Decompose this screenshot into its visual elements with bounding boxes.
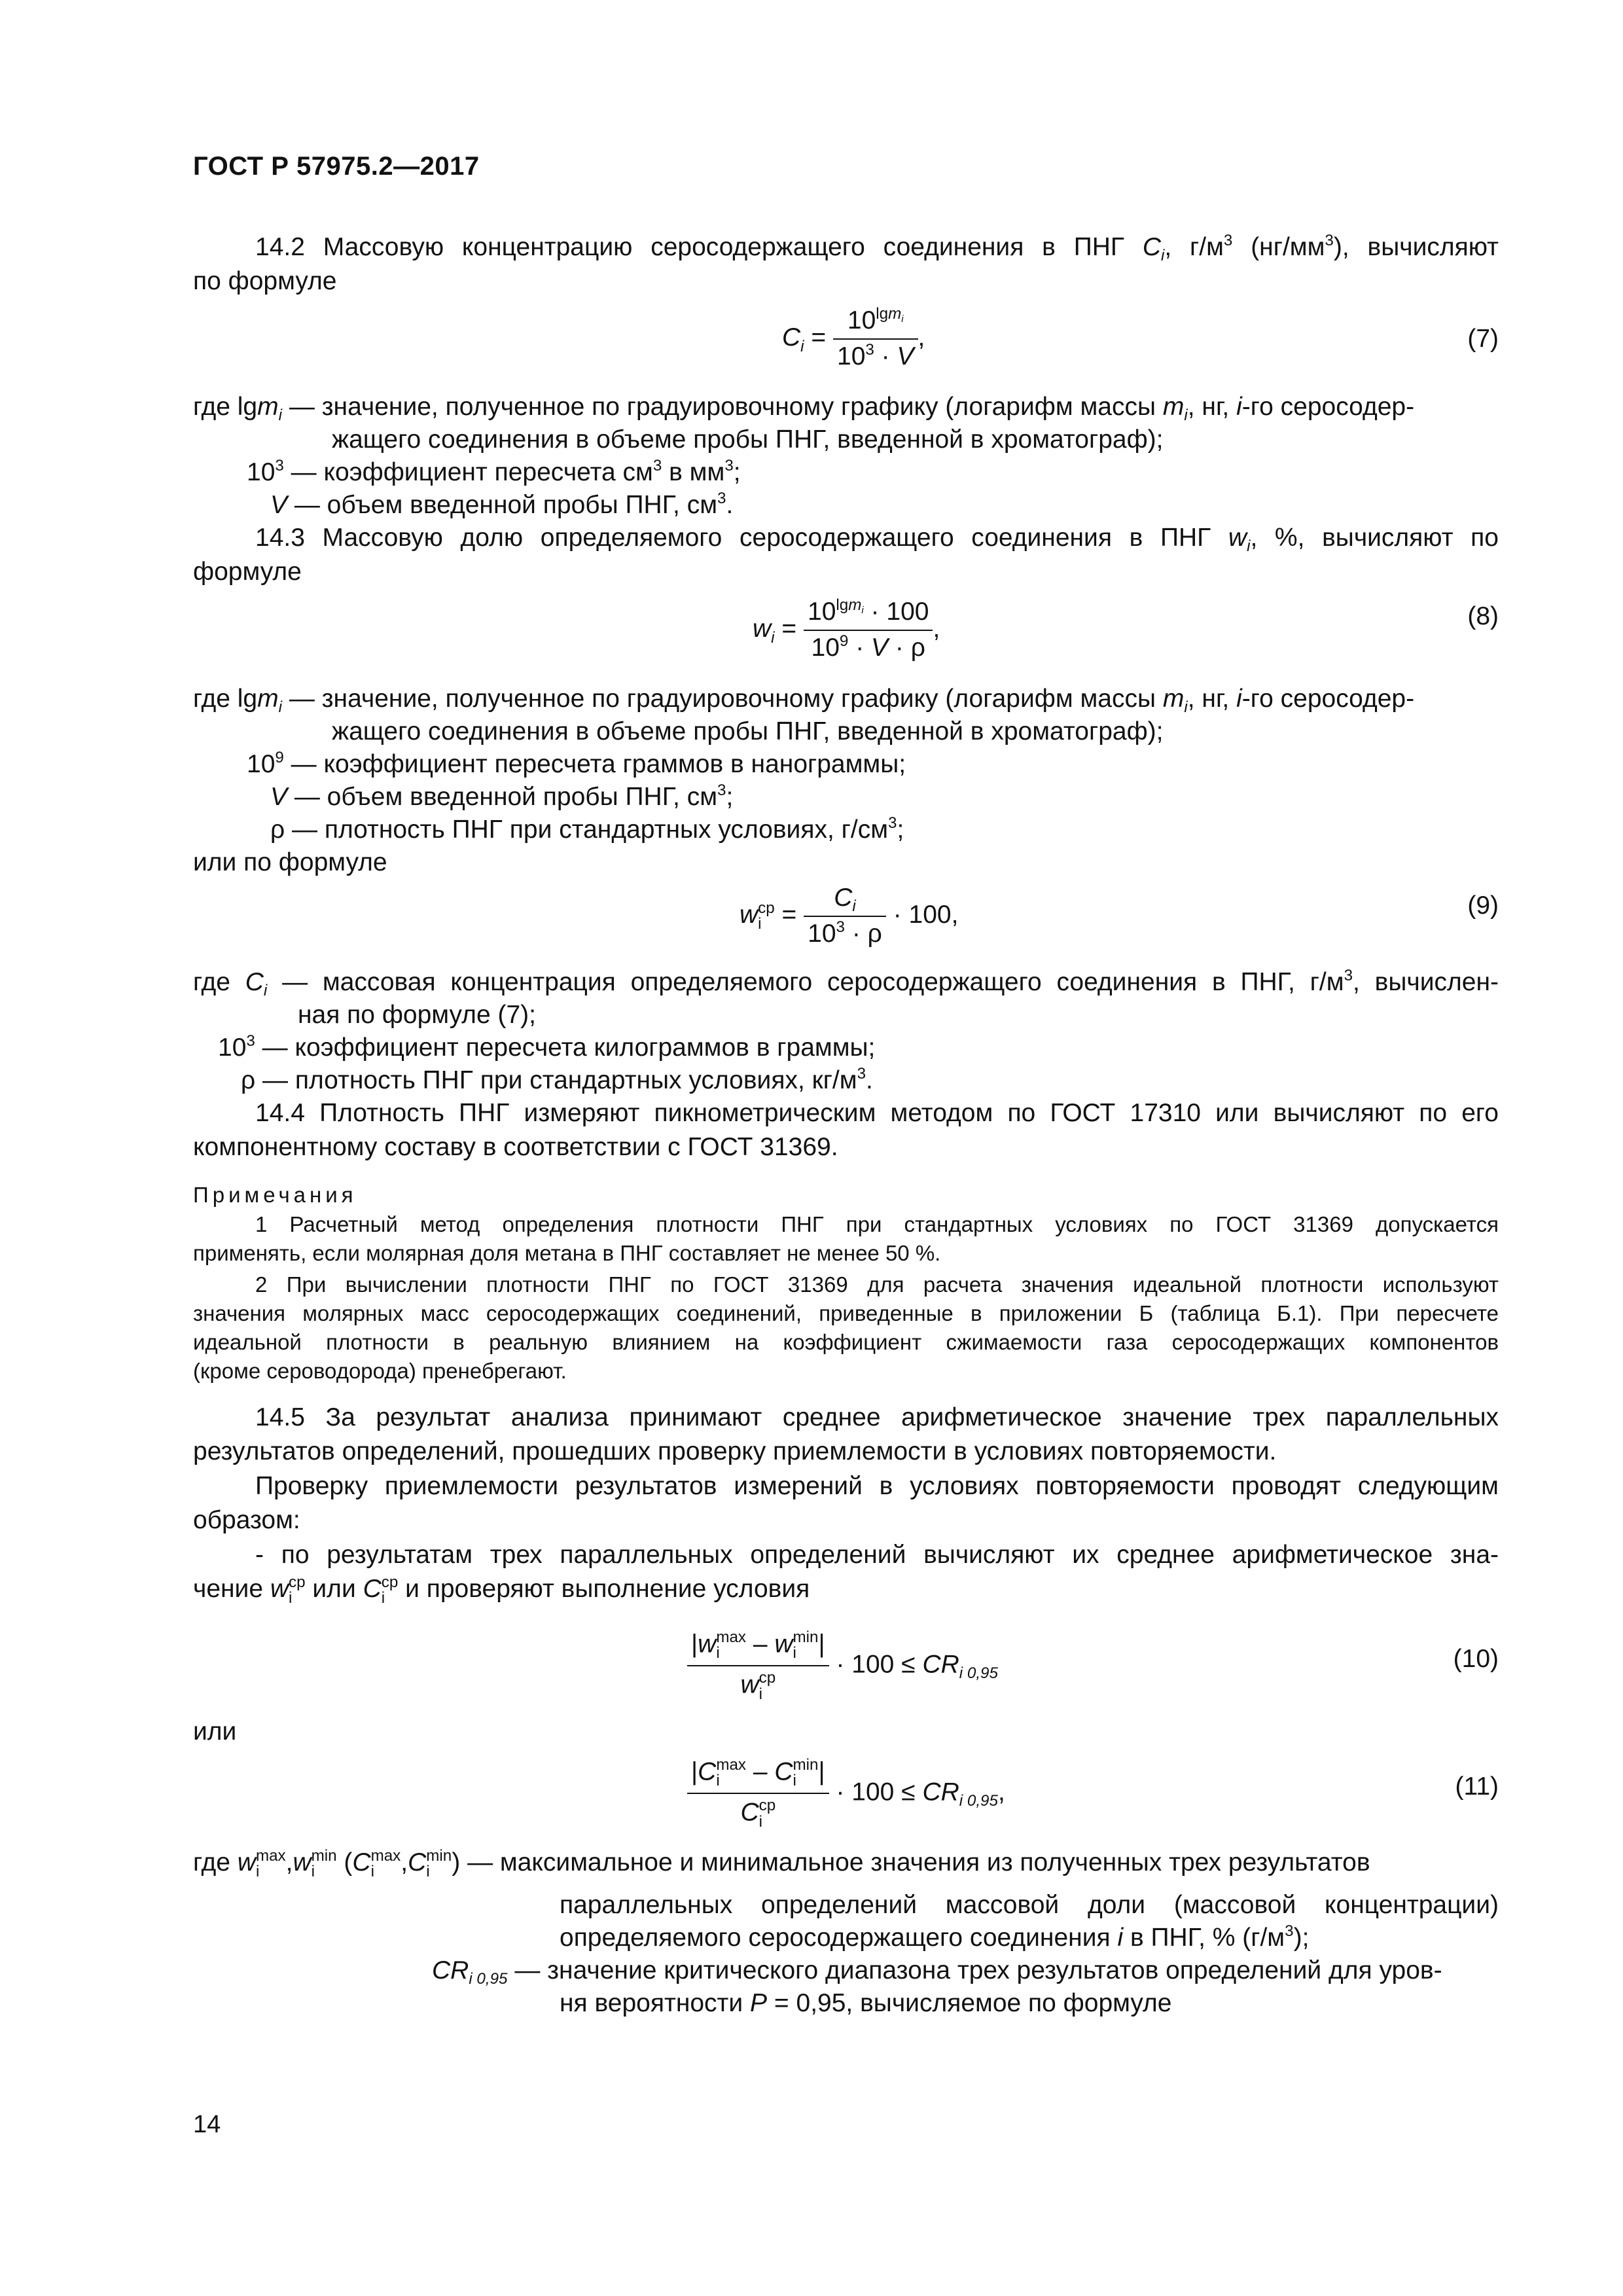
equation-11-number: (11)	[1455, 1772, 1499, 1801]
paragraph-14-5-line2: результатов определений, прошедших проверку приемлемости в условиях повторяемости.	[193, 1437, 1277, 1465]
paragraph-14-5: 14.5 За результат анализа принимают среднее арифметическое значение трех параллельных	[255, 1403, 1499, 1431]
definition-11-maxmin-line2: параллельных определений массовой доли (массовой концентрации)	[560, 1891, 1499, 1919]
notes-title: Примечания	[193, 1183, 357, 1207]
definition-9-concentration-line2: ная по формуле (7);	[298, 1001, 536, 1029]
or-word: или	[193, 1717, 237, 1746]
paragraph-check: Проверку приемлемости результатов измерений в условиях повторяемости проводят следующим	[255, 1472, 1499, 1500]
note-2-line3: идеальной плотности в реальную влиянием на коэффициент сжимаемости газа серосодержащих компонентов	[193, 1330, 1499, 1354]
note-1-line2: применять, если молярная доля метана в ПНГ составляет не менее 50 %.	[193, 1241, 941, 1265]
equation-11: |C max i – C min i | C ср i · $100 \le CR_{i 0,95}$,	[687, 1757, 1005, 1830]
paragraph-14-3: 14.3 Массовую долю определяемого серосодержащего соединения в ПНГ $w_i$, %, вычисляют по	[255, 524, 1499, 556]
note-2: 2 При вычислении плотности ПНГ по ГОСТ 31369 для расчета значения идеальной плотности используют	[255, 1272, 1499, 1297]
note-2-line4: (кроме сероводорода) пренебрегают.	[193, 1359, 567, 1383]
definition-8-density: ρ — плотность ПНГ при стандартных условиях, $г/см^3$;	[270, 814, 904, 844]
page-number: 14	[193, 2111, 221, 2138]
note-1: 1 Расчетный метод определения плотности ПНГ при стандартных условиях по ГОСТ 31369 допускается	[255, 1212, 1499, 1236]
paragraph-check-line2: образом:	[193, 1506, 300, 1534]
definition-9-coef: $10^3$ — коэффициент пересчета килограммов в граммы;	[218, 1032, 876, 1062]
definition-8-volume: V — объем введенной пробы ПНГ, $см^3$;	[270, 781, 734, 811]
document-header: ГОСТ Р 57975.2—2017	[193, 152, 480, 181]
equation-7-fraction: $\frac{10^{lgm_i}}{10^3 \cdot V}$	[833, 308, 918, 370]
definition-11-maxmin-line3: определяемого серосодержащего соединения i в ПНГ, % $(г/м^3)$;	[560, 1922, 1310, 1952]
paragraph-14-2: 14.2 Массовую концентрацию серосодержащего соединения в ПНГ $C_i$, $г/м^3$ $(нг/мм^3)$, вычисляют	[255, 232, 1499, 265]
definition-7-lgm-line2: жащего соединения в объеме пробы ПНГ, введенной в хроматограф);	[332, 425, 1164, 454]
equation-11-fraction: |C max i – C min i | C ср i	[687, 1757, 829, 1830]
definition-9-concentration: где $C_i$ — массовая концентрация определяемого серосодержащего соединения в ПНГ, $г/м^3$, вычислен-	[193, 967, 1499, 1000]
equation-8-number: (8)	[1467, 602, 1499, 630]
bullet-item-line2: чение w ср i или C ср i и проверяют выполнение условия	[193, 1573, 810, 1607]
paragraph-14-4: 14.4 Плотность ПНГ измеряют пикнометрическим методом по ГОСТ 17310 или вычисляют по его	[255, 1099, 1499, 1127]
paragraph-14-2-line2: по формуле	[193, 267, 337, 295]
equation-10-number: (10)	[1453, 1645, 1499, 1673]
definition-8-lgm-line2: жащего соединения в объеме пробы ПНГ, введенной в хроматограф);	[332, 717, 1164, 745]
equation-8-fraction: $\frac{10^{lgm_i} \cdot 100}{10^9 \cdot V \cdot \rho}$	[804, 599, 933, 662]
definition-8-coef: $10^9$ — коэффициент пересчета граммов в нанограммы;	[247, 749, 906, 778]
or-formula-text: или по формуле	[193, 848, 387, 876]
definition-11-maxmin: где w max i ,w min i (C max i ,C min i ) — максимальное и минимальное значения из полученных трех результатов	[193, 1846, 1370, 1880]
equation-7-number: (7)	[1467, 325, 1499, 353]
equation-10: |w max i – w min i | w ср i · $100 \le CR_{i 0,95}$	[687, 1630, 998, 1702]
equation-9-fraction: $\frac{C_i}{10^3 \cdot \rho}$	[804, 885, 886, 948]
definition-7-volume: V — объем введенной пробы ПНГ, $см^3$.	[270, 490, 734, 519]
equation-10-fraction: |w max i – w min i | w ср i	[687, 1630, 829, 1702]
equation-9-number: (9)	[1467, 891, 1499, 920]
definition-11-cr: $CR_{i 0,95}$ — значение критического диапазона трех результатов определений для уров-	[432, 1956, 1442, 1988]
equation-9: w ср i = $\frac{C_i}{10^3 \cdot \rho}$ · 100,	[740, 884, 959, 948]
paragraph-14-4-line2: компонентному составу в соответствии с ГОСТ 31369.	[193, 1133, 838, 1161]
definition-7-lgm: где lgm$_i$ — значение, полученное по градуировочному графику (логарифм массы $m_i$, нг, i-го серосодер-	[193, 393, 1415, 425]
paragraph-14-3-line2: формуле	[193, 558, 302, 586]
equation-8: $w_i$ = $\frac{10^{lgm_i} \cdot 100}{10^9 \cdot V \cdot \rho}$ ,	[753, 596, 940, 662]
definition-11-cr-line2: ня вероятности P = 0,95, вычисляемое по формуле	[560, 1989, 1172, 2017]
note-2-line2: значения молярных масс серосодержащих соединений, приведенные в приложении Б (таблица Б.1). При пересчете	[193, 1301, 1499, 1325]
bullet-item: - по результатам трех параллельных определений вычисляют их среднее арифметическое зна-	[255, 1541, 1499, 1569]
definition-9-density: ρ — плотность ПНГ при стандартных условиях, $кг/м^3$.	[241, 1065, 873, 1094]
definition-7-coef: $10^3$ — коэффициент пересчета $см^3$ в $мм^3$;	[247, 457, 741, 486]
definition-8-lgm: где lgm$_i$ — значение, полученное по градуировочному графику (логарифм массы $m_i$, нг, i-го серосодер-	[193, 685, 1415, 717]
equation-7: $C_i$ = $\frac{10^{lgm_i}}{10^3 \cdot V}$ ,	[782, 305, 925, 370]
